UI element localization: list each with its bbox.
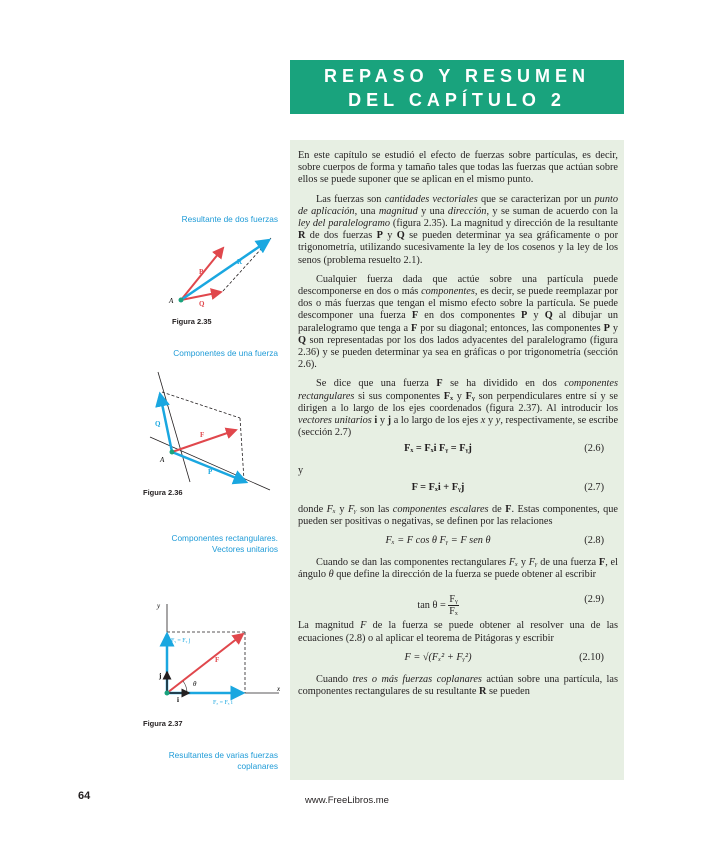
word-y: y bbox=[298, 465, 304, 477]
point-a bbox=[170, 450, 175, 455]
dashed-side bbox=[240, 418, 244, 480]
paragraph-7: La magnitud F de la fuerza se puede obtener al resolver una de las ecuaciones (2.8) o al aplicar el teorema de Pitágoras y escribir bbox=[298, 620, 619, 644]
equation-2-8: Fₓ = F cos θ Fᵧ = F sen θ (2.8) bbox=[385, 535, 604, 547]
paragraph-5: donde Fₓ y Fᵧ son las componentes escalares de F. Estas componentes, que pueden ser positivas o negativas, se definen por las relaciones bbox=[298, 503, 618, 527]
label-q: Q bbox=[199, 300, 205, 308]
label-f: F bbox=[215, 656, 220, 664]
caption-resultant: Resultante de dos fuerzas bbox=[181, 214, 278, 224]
label-theta: θ bbox=[193, 680, 197, 688]
caption-coplanar-line2: coplanares bbox=[237, 761, 278, 771]
label-a: A bbox=[169, 297, 174, 305]
caption-coplanar-line1: Resultantes de varias fuerzas bbox=[168, 750, 278, 760]
figure-2-35 bbox=[165, 228, 285, 308]
figure-2-37-label: Figura 2.37 bbox=[143, 719, 183, 728]
site-url[interactable]: www.FreeLibros.me bbox=[305, 795, 389, 806]
component-q-arrow bbox=[160, 394, 172, 452]
page-number: 64 bbox=[78, 790, 91, 802]
caption-rectangular-line2: Vectores unitarios bbox=[212, 544, 278, 554]
banner-line-2: DEL CAPÍTULO 2 bbox=[348, 90, 566, 110]
label-i: i bbox=[177, 696, 179, 704]
equation-2-10: F = √(Fₓ² + Fᵧ²) (2.10) bbox=[404, 651, 604, 663]
paragraph-8: Cuando tres o más fuerzas coplanares actúan sobre una partícula, las componentes rectangulares de su resultante R se pueden bbox=[298, 673, 618, 698]
theta-arc bbox=[183, 681, 187, 693]
banner-line-1: REPASO Y RESUMEN bbox=[323, 66, 591, 86]
caption-rectangular bbox=[130, 533, 278, 555]
paragraph-1: En este capítulo se estudió el efecto de fuerzas sobre partículas, es decir, sobre cuerpos de forma y tamaño tales que todas las fuerzas que actúan sobre ellos se puede suponer que se aplican en el mismo punto. bbox=[298, 150, 618, 186]
origin-point bbox=[165, 691, 170, 696]
figure-2-35-label: Figura 2.35 bbox=[172, 317, 212, 326]
paragraph-6: Cuando se dan las componentes rectangulares Fₓ y Fᵧ de una fuerza F, el ángulo θ que define la dirección de la fuerza se puede obtener al escribir bbox=[298, 557, 618, 581]
figure-2-36-label: Figura 2.36 bbox=[143, 488, 183, 497]
paragraph-3: Cualquier fuerza dada que actúe sobre una partícula puede descomponerse en dos o más componentes, es decir, se puede reemplazar por dos o más fuerzas que tengan el mismo efecto sobre la partícula. Se puede descomponer una fuerza F en dos componentes P y Q al dibujar un paralelogramo que tenga a F por su diagonal; entonces, las componentes P y Q son representadas por los dos lados adyacentes del paralelogramo (figura 2.36) y se pueden determinar ya sea en gráficas o por trigonometría (sección 2.6). bbox=[298, 273, 618, 371]
label-f: F bbox=[200, 431, 205, 439]
equation-2-9: tan θ = $\frac{\text{Fᵧ}}{\text{Fₓ}}$ (2.9) bbox=[417, 594, 604, 618]
label-q: Q bbox=[155, 420, 161, 428]
component-p-arrow bbox=[172, 452, 246, 482]
dashed-side bbox=[162, 392, 240, 418]
label-y: y bbox=[157, 602, 161, 610]
label-p: P bbox=[199, 268, 204, 276]
line-q-axis bbox=[158, 372, 190, 482]
figure-2-36 bbox=[140, 362, 280, 492]
line-p-axis bbox=[150, 437, 270, 490]
label-r: R bbox=[237, 258, 243, 266]
equation-2-6: Fₓ = Fₓi Fᵧ = Fᵧj (2.6) bbox=[404, 443, 604, 455]
label-fy: Fᵧ = Fᵧ j bbox=[171, 638, 191, 644]
label-p: P bbox=[208, 468, 213, 476]
paragraph-2: Las fuerzas son cantidades vectoriales que se caracterizan por un punto de aplicación, una magnitud y una dirección, y se suman de acuerdo con la ley del paralelogramo (figura 2.35). La magnitud y dirección de la resultante R de dos fuerzas P y Q se pueden determinar ya sea gráficamente o por trigonometría, utilizando sucesivamente la ley de los cosenos y la ley de los senos (problema resuelto 2.1). bbox=[298, 193, 619, 266]
paragraph-4: Se dice que una fuerza F se ha dividido en dos componentes rectangulares si sus componentes Fₓ y Fᵧ son perpendiculares entre sí y se dirigen a lo largo de los ejes coordenados (figura 2.37). Al introducir los vectores unitarios i y j a lo largo de los ejes x y y, respectivamente, se escribe (sección 2.7) bbox=[298, 378, 619, 439]
label-x: x bbox=[277, 685, 281, 693]
figure-2-37 bbox=[145, 598, 285, 708]
summary-body bbox=[298, 150, 618, 705]
caption-coplanar bbox=[130, 750, 278, 772]
chapter-review-banner bbox=[290, 60, 624, 114]
label-a: A bbox=[160, 456, 165, 464]
caption-components: Componentes de una fuerza bbox=[173, 348, 278, 358]
equation-2-7: F = Fₓi + Fᵧj (2.7) bbox=[411, 481, 604, 493]
label-j: j bbox=[159, 672, 162, 680]
resultant-r-arrow bbox=[181, 240, 269, 300]
label-fx: Fₓ = Fₓ i bbox=[213, 700, 233, 706]
parallelogram-side bbox=[223, 238, 271, 291]
point-a bbox=[179, 298, 184, 303]
caption-rectangular-line1: Componentes rectangulares. bbox=[171, 533, 278, 543]
